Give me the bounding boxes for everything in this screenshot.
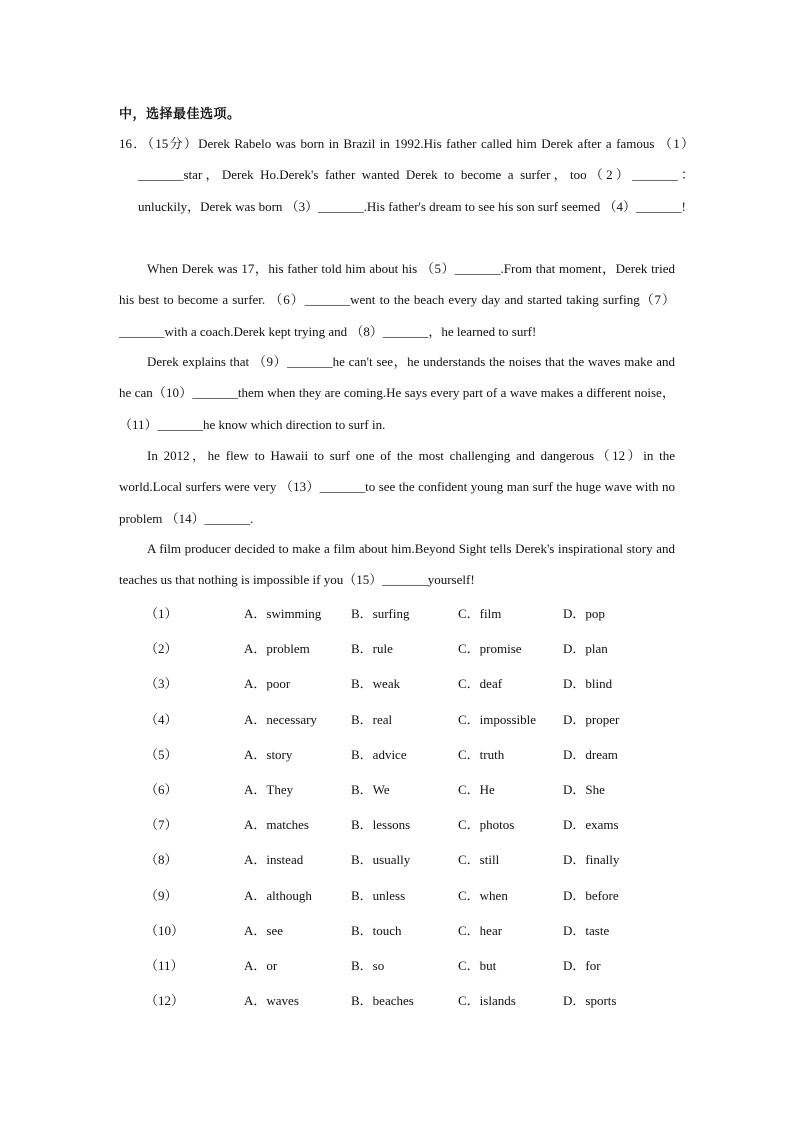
option-d: D．sports [563, 993, 617, 1009]
option-a: A．matches [244, 817, 309, 833]
option-a: A．story [244, 746, 293, 762]
option-b: B．touch [351, 922, 402, 938]
option-row [145, 948, 665, 983]
option-number: （1） [145, 606, 178, 621]
option-c: C．when [458, 887, 508, 903]
option-number: （9） [145, 887, 178, 903]
option-row [145, 913, 665, 948]
option-d: D．plan [563, 641, 608, 657]
option-number: （12） [145, 993, 185, 1009]
section-heading: 中，选择最佳选项。 [119, 106, 241, 121]
option-c: C．but [458, 957, 497, 973]
option-number: （7） [145, 817, 178, 833]
option-b: B．advice [351, 746, 407, 762]
passage-paragraph-3: Derek explains that （9）_______he can't see，he understands the noises that the waves make and he can（10）_______them when they are coming.He says every part of a wave makes a different noise，（11）_______he know which direction to surf in. [119, 354, 675, 432]
option-b: B．beaches [351, 993, 414, 1009]
option-c: C．impossible [458, 711, 537, 727]
option-c: C．still [458, 852, 500, 868]
passage-paragraph-2: When Derek was 17，his father told him about his （5）_______.From that moment，Derek tried his best to become a surfer. （6）_______went to the beach every day and started taking surfing（7）_______with a coach.Derek kept trying and （8）_______，he learned to surf! [119, 261, 675, 339]
option-a: A．problem [244, 641, 310, 657]
option-c: C．promise [458, 641, 522, 657]
option-row [145, 596, 665, 631]
option-d: D．pop [563, 606, 605, 621]
option-a: A．poor [244, 676, 291, 692]
option-c: C．deaf [458, 676, 503, 692]
option-d: D．dream [563, 746, 618, 762]
option-number: （2） [145, 641, 178, 657]
option-b: B．We [351, 781, 390, 797]
option-number: （5） [145, 746, 178, 762]
option-number: （8） [145, 852, 178, 868]
option-d: D．for [563, 957, 601, 973]
options-list [145, 596, 665, 1018]
option-b: B．unless [351, 887, 406, 903]
option-number: （10） [145, 922, 185, 938]
option-number: （3） [145, 676, 178, 692]
option-a: A．see [244, 922, 283, 938]
option-b: B．lessons [351, 817, 411, 833]
passage-paragraph-5: A film producer decided to make a film about him.Beyond Sight tells Derek's inspirational story and teaches us that nothing is impossible if you（15）_______yourself! [119, 541, 675, 588]
passage-paragraph-4: In 2012，he flew to Hawaii to surf one of the most challenging and dangerous（12）in the world.Local surfers were very （13）_______to see the confident young man surf the huge wave with no problem （14）_______. [119, 448, 675, 526]
option-a: A．waves [244, 993, 299, 1009]
option-b: B．usually [351, 852, 411, 868]
option-row [145, 631, 665, 666]
option-d: D．blind [563, 676, 613, 692]
option-c: C．photos [458, 817, 515, 833]
option-row [145, 702, 665, 737]
option-d: D．exams [563, 817, 619, 833]
option-a: A．They [244, 781, 294, 797]
option-row [145, 878, 665, 913]
option-b: B．so [351, 957, 385, 973]
option-b: B．rule [351, 641, 393, 657]
option-row [145, 737, 665, 772]
option-c: C．islands [458, 993, 516, 1009]
option-number: （4） [145, 711, 178, 727]
option-row [145, 666, 665, 701]
option-number: （6） [145, 781, 178, 797]
option-d: D．She [563, 781, 605, 797]
option-c: C．He [458, 781, 495, 797]
option-number: （11） [145, 957, 184, 973]
option-d: D．proper [563, 711, 620, 727]
option-row [145, 807, 665, 842]
option-d: D．before [563, 887, 619, 903]
option-a: A．instead [244, 852, 304, 868]
question-16-paragraph: 16．（15分）Derek Rabelo was born in Brazil in 1992.His father called him Derek after a famous （1）_______star，Derek Ho.Derek's father wanted Derek to become a surfer，too（2）_______：unluckily，Derek was born （3）_______.His father's dream to see his son surf seemed （4）_______! [119, 136, 694, 214]
option-a: A．swimming [244, 606, 322, 621]
option-c: C．film [458, 606, 502, 621]
option-d: D．taste [563, 922, 610, 938]
option-b: B．surfing [351, 606, 410, 621]
option-b: B．real [351, 711, 393, 727]
option-a: A．necessary [244, 711, 317, 727]
option-row [145, 983, 665, 1018]
option-b: B．weak [351, 676, 401, 692]
option-row [145, 842, 665, 877]
option-c: C．hear [458, 922, 503, 938]
option-c: C．truth [458, 746, 505, 762]
option-row [145, 772, 665, 807]
option-a: A．although [244, 887, 312, 903]
option-d: D．finally [563, 852, 620, 868]
option-a: A．or [244, 957, 278, 973]
